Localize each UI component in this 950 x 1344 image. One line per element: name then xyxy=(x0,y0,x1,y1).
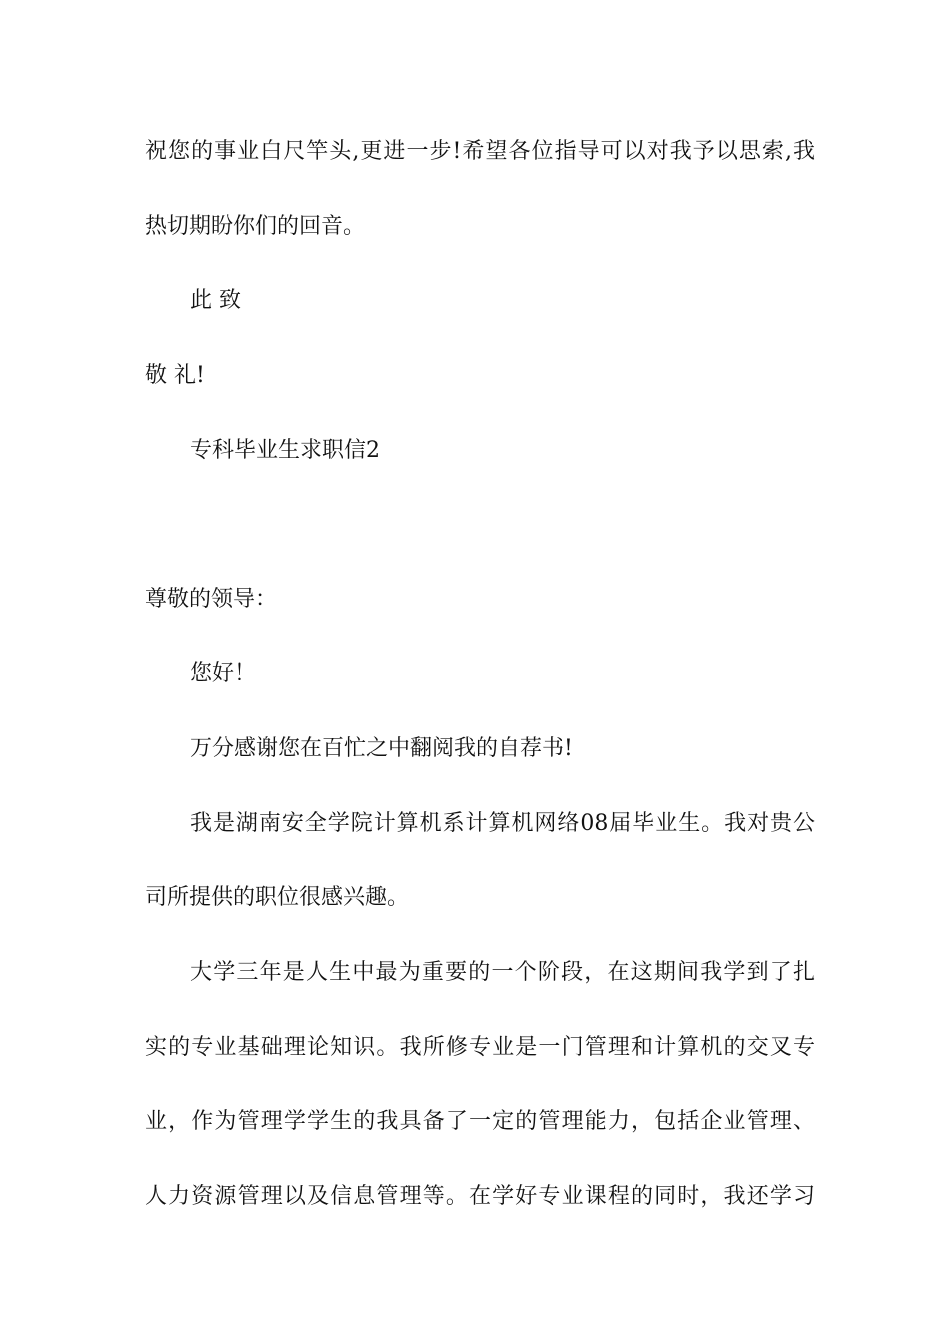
closing-regards: 敬 礼! xyxy=(145,363,205,388)
closing-salutation: 此 致 xyxy=(190,288,241,313)
paragraph-line: 祝您的事业白尺竿头,更进一步!希望各位指导可以对我予以思索,我 xyxy=(145,139,815,164)
paragraph-line: 司所提供的职位很感兴趣。 xyxy=(145,885,410,910)
letter-opening: 您好！ xyxy=(190,661,257,686)
paragraph-line: 热切期盼你们的回音。 xyxy=(145,214,366,239)
letter-greeting: 尊敬的领导： xyxy=(145,587,278,612)
paragraph-line: 人力资源管理以及信息管理等。在学好专业课程的同时，我还学习 xyxy=(145,1184,815,1209)
paragraph-line: 万分感谢您在百忙之中翻阅我的自荐书! xyxy=(190,736,573,761)
paragraph-line: 大学三年是人生中最为重要的一个阶段，在这期间我学到了扎 xyxy=(190,960,815,985)
section-heading: 专科毕业生求职信2 xyxy=(190,438,380,463)
paragraph-line: 我是湖南安全学院计算机系计算机网络08届毕业生。我对贵公 xyxy=(190,811,815,836)
paragraph-line: 业，作为管理学学生的我具备了一定的管理能力，包括企业管理、 xyxy=(145,1109,815,1134)
paragraph-line: 实的专业基础理论知识。我所修专业是一门管理和计算机的交叉专 xyxy=(145,1035,815,1060)
